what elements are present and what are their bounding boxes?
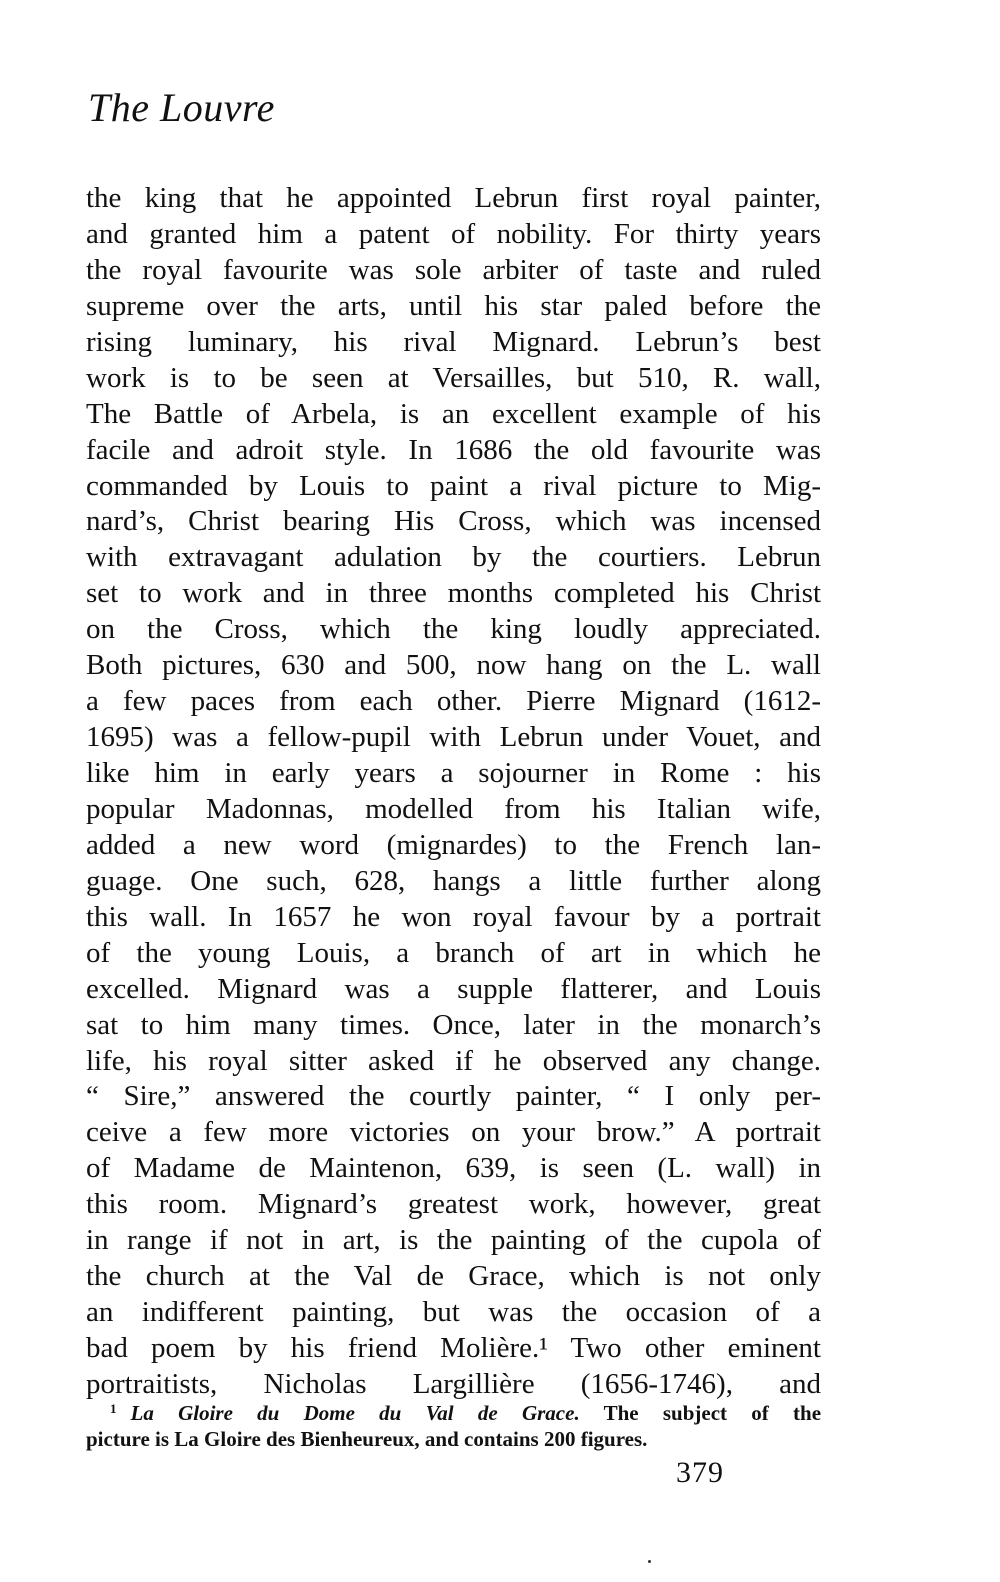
text-line: “ Sire,” answered the courtly painter, “ I only per- [86,1080,821,1113]
text-line: life, his royal sitter asked if he observed any change. [86,1044,821,1077]
text-line: the church at the Val de Grace, which is not only [86,1260,821,1293]
text-line: Both pictures, 630 and 500, now hang on the L. wall [86,649,821,682]
page-number: 379 [676,1456,724,1489]
running-title: The Louvre [88,85,275,130]
text-line: excelled. Mignard was a supple flatterer, and Louis [86,972,821,1005]
text-line: an indifferent painting, but was the occasion of a [86,1296,821,1329]
text-line: nard’s, Christ bearing His Cross, which was incensed [86,505,821,538]
text-line: The Battle of Arbela, is an excellent example of his [86,397,821,430]
text-line: guage. One such, 628, hangs a little further along [86,864,821,897]
text-line: and granted him a patent of nobility. For thirty years [86,217,821,250]
footnote-marker: 1 [110,1401,117,1416]
text-line: set to work and in three months completed his Christ [86,577,821,610]
text-line: sat to him many times. Once, later in the monarch’s [86,1008,821,1041]
text-line: like him in early years a sojourner in Rome : his [86,757,821,789]
text-line: in range if not in art, is the painting of the cupola of [86,1224,821,1257]
text-line: facile and adroit style. In 1686 the old favourite was [86,433,821,466]
footnote-text: The subject of the [603,1401,822,1425]
footnote-title: La Gloire du Dome du Val de Grace. [130,1401,580,1425]
text-line: the king that he appointed Lebrun first royal painter, [86,182,821,214]
footnote [86,1393,821,1455]
text-line: popular Madonnas, modelled from his Italian wife, [86,792,821,825]
text-line: on the Cross, which the king loudly appreciated. [86,613,821,646]
body-text [86,181,821,1403]
text-line: this room. Mignard’s greatest work, however, great [86,1188,821,1221]
print-speck [648,1560,651,1563]
text-line: 1695) was a fellow-pupil with Lebrun under Vouet, and [86,721,821,754]
text-line: the royal favourite was sole arbiter of taste and ruled [86,253,821,286]
text-line: work is to be seen at Versailles, but 510, R. wall, [86,361,821,394]
text-line: portraitists, Nicholas Largillière (1656-1746), and [86,1367,821,1400]
text-line: rising luminary, his rival Mignard. Lebrun’s best [86,325,821,358]
text-line: this wall. In 1657 he won royal favour by a portrait [86,900,821,933]
text-line: ceive a few more victories on your brow.” A portrait [86,1116,821,1149]
text-line: a few paces from each other. Pierre Mignard (1612- [86,685,821,718]
text-line: supreme over the arts, until his star paled before the [86,289,821,322]
text-line: with extravagant adulation by the courtiers. Lebrun [86,541,821,574]
text-line: of the young Louis, a branch of art in which he [86,936,821,969]
text-line: added a new word (mignardes) to the French lan- [86,828,821,861]
text-line: of Madame de Maintenon, 639, is seen (L. wall) in [86,1152,821,1185]
footnote-line [86,1393,821,1424]
text-line: bad poem by his friend Molière.¹ Two other eminent [86,1332,821,1364]
footnote-line: picture is La Gloire des Bienheureux, and contains 200 figures. [86,1427,648,1451]
text-line: commanded by Louis to paint a rival picture to Mig- [86,469,821,502]
